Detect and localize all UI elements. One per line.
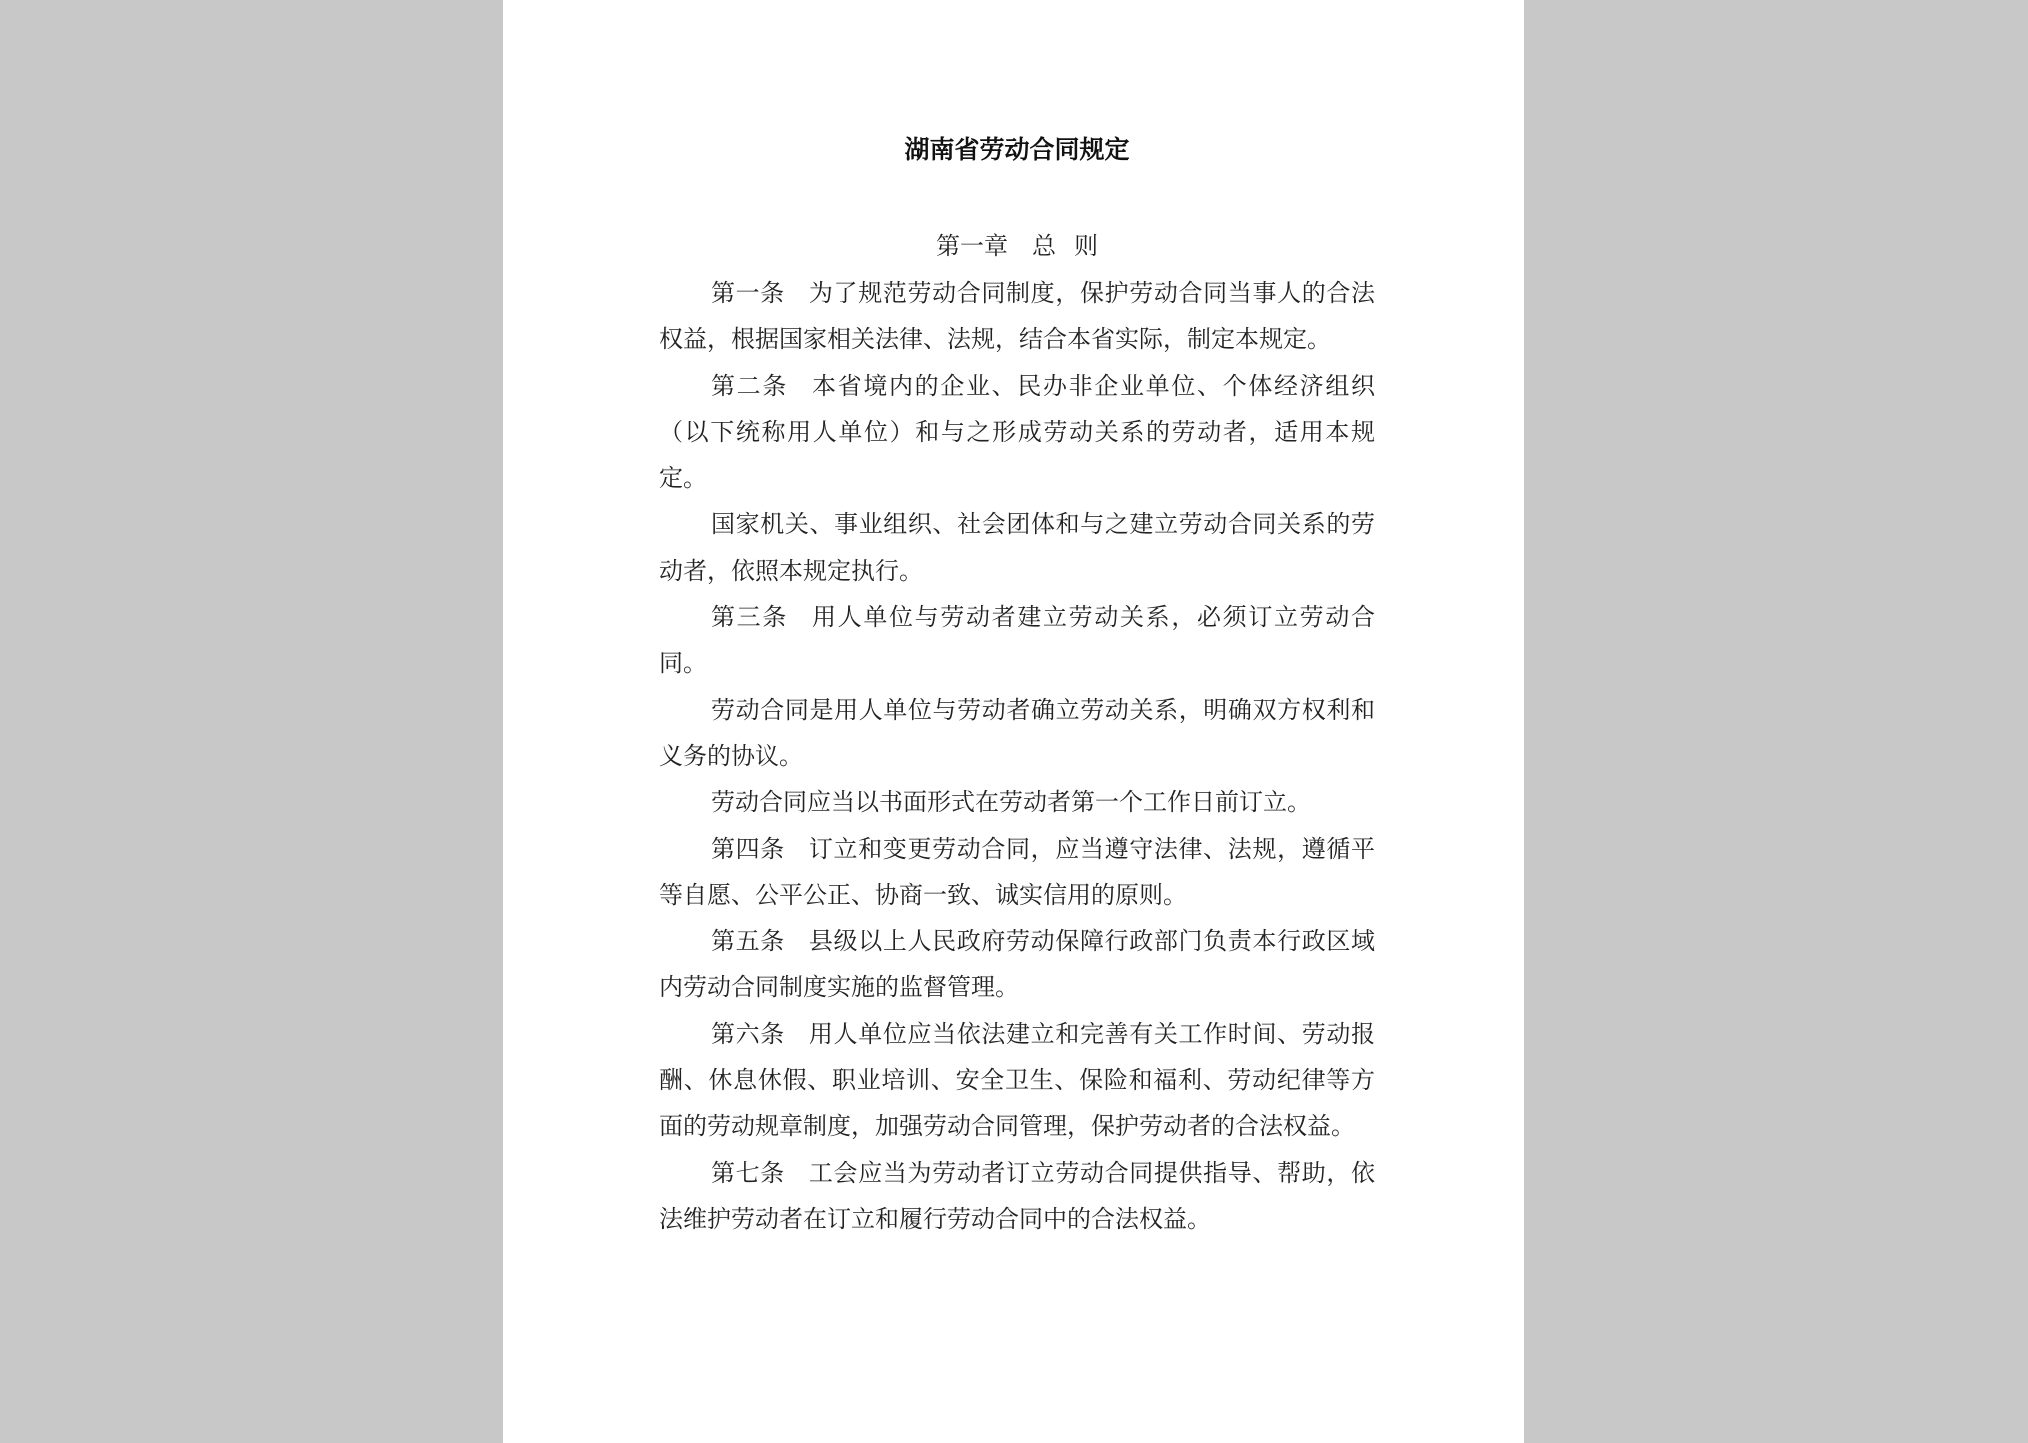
paragraph-text: 为了规范劳动合同制度，保护劳动合同当事人的合法权益，根据国家相关法律、法规，结合本省实际，制定本规定。 — [659, 279, 1376, 354]
paragraph-text: 用人单位与劳动者建立劳动关系，必须订立劳动合同。 — [659, 603, 1375, 678]
paragraph-article-2-clause-2 — [659, 501, 1375, 594]
paragraph-text: 县级以上人民政府劳动保障行政部门负责本行政区域内劳动合同制度实施的监督管理。 — [659, 927, 1376, 1002]
chapter-name-first: 总 — [1032, 232, 1056, 260]
paragraph-article-6 — [659, 1011, 1375, 1150]
paragraph-text: 劳动合同应当以书面形式在劳动者第一个工作日前订立。 — [711, 788, 1311, 817]
paragraph-article-3-clause-3 — [659, 779, 1375, 825]
paragraph-article-4 — [659, 826, 1375, 919]
paragraph-article-5 — [659, 918, 1375, 1011]
article-number: 第三条 — [711, 603, 788, 632]
article-number: 第七条 — [711, 1158, 785, 1187]
chapter-label: 第一章 — [936, 232, 1008, 260]
paragraph-text: 订立和变更劳动合同，应当遵守法律、法规，遵循平等自愿、公平公正、协商一致、诚实信用的原则。 — [659, 834, 1376, 909]
paragraph-text: 国家机关、事业组织、社会团体和与之建立劳动合同关系的劳动者，依照本规定执行。 — [659, 510, 1375, 585]
document-page — [503, 0, 1524, 1443]
chapter-heading — [659, 226, 1375, 261]
article-number: 第二条 — [711, 371, 788, 400]
paragraph-text: 本省境内的企业、民办非企业单位、个体经济组织（以下统称用人单位）和与之形成劳动关系的劳动者，适用本规定。 — [659, 371, 1375, 493]
paragraph-text: 工会应当为劳动者订立劳动合同提供指导、帮助，依法维护劳动者在订立和履行劳动合同中的合法权益。 — [659, 1158, 1376, 1233]
document-title: 湖南省劳动合同规定 — [904, 135, 1130, 164]
paragraph-article-2 — [659, 363, 1375, 502]
article-number: 第一条 — [711, 279, 785, 307]
paragraph-article-3-clause-2 — [659, 687, 1375, 780]
chapter-name-second: 则 — [1074, 232, 1098, 260]
paragraph-text: 劳动合同是用人单位与劳动者确立劳动关系，明确双方权利和义务的协议。 — [659, 695, 1375, 770]
article-number: 第五条 — [711, 927, 785, 956]
article-number: 第六条 — [711, 1019, 785, 1048]
paragraph-article-3 — [659, 594, 1375, 687]
paragraph-article-1 — [659, 270, 1375, 363]
paragraph-text: 用人单位应当依法建立和完善有关工作时间、劳动报酬、休息休假、职业培训、安全卫生、保险和福利、劳动纪律等方面的劳动规章制度，加强劳动合同管理，保护劳动者的合法权益。 — [659, 1019, 1376, 1141]
article-number: 第四条 — [711, 834, 785, 863]
paragraph-article-7 — [659, 1150, 1375, 1243]
document-body — [659, 270, 1375, 1242]
